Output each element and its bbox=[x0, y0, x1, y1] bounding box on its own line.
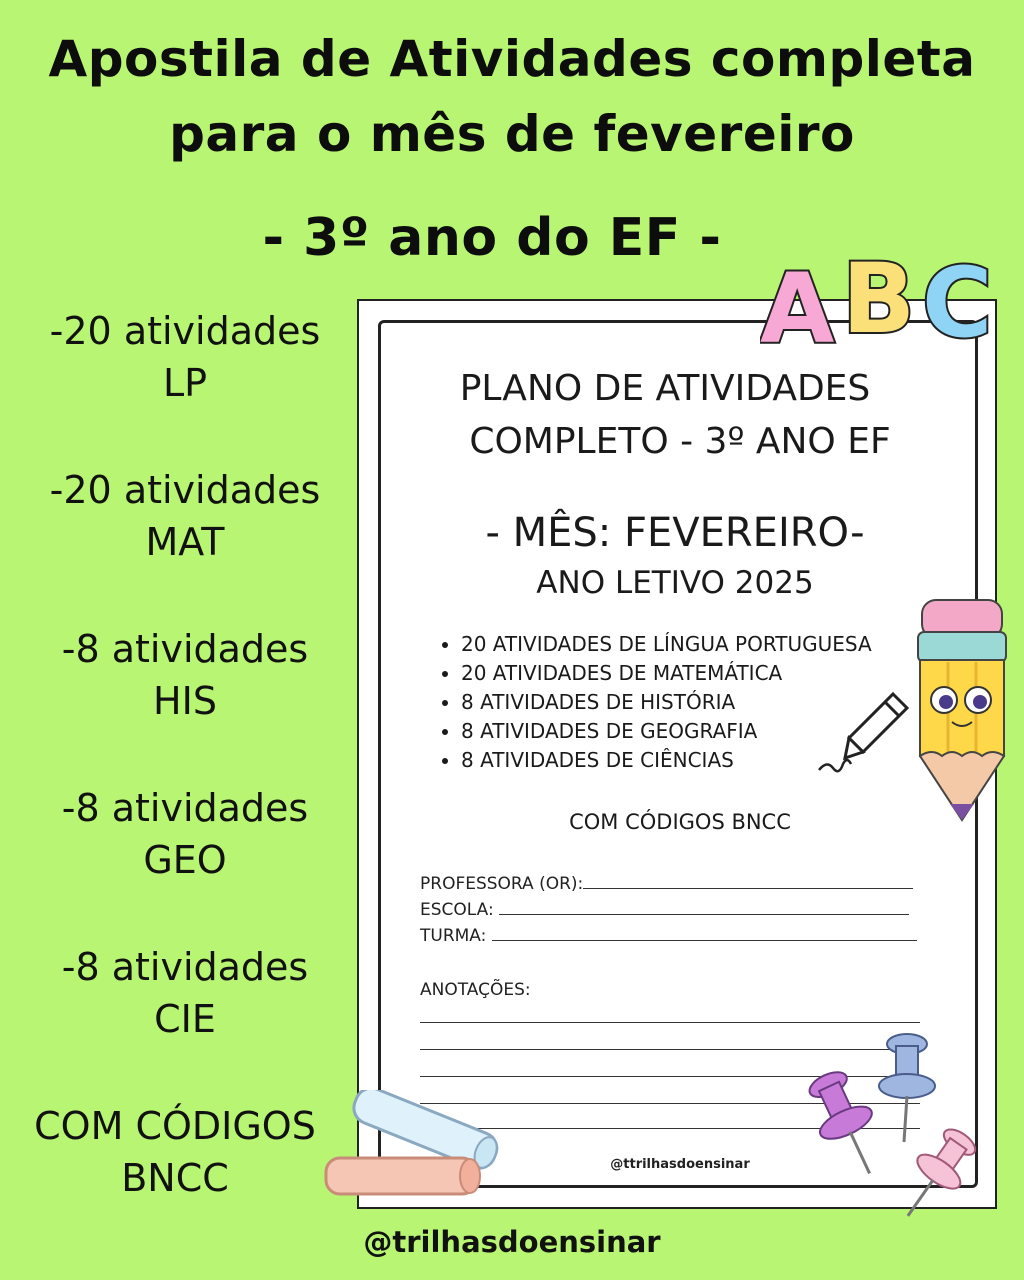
document-codigos: COM CÓDIGOS BNCC bbox=[569, 810, 791, 834]
bullet-item: • 8 ATIVIDADES DE GEOGRAFIA bbox=[461, 717, 872, 746]
pencil-character-icon bbox=[912, 598, 1012, 823]
push-pin-icon bbox=[800, 1030, 990, 1230]
document-month: - MÊS: FEVEREIRO- bbox=[485, 510, 865, 556]
left-item-count: -20 atividades bbox=[49, 468, 321, 512]
footer-handle[interactable]: @trilhasdoensinar bbox=[363, 1225, 661, 1259]
left-item-codes: COM CÓDIGOS bbox=[34, 1104, 316, 1148]
turma-field bbox=[420, 926, 917, 946]
left-item-mat bbox=[20, 464, 350, 568]
headline-line-1: Apostila de Atividades completa bbox=[48, 30, 976, 88]
document-handle: @ttrilhasdoensinar bbox=[610, 1157, 750, 1172]
left-item-geo bbox=[20, 782, 350, 886]
document-title-line-2: COMPLETO - 3º ANO EF bbox=[469, 421, 891, 462]
escola-blank bbox=[499, 900, 909, 915]
escola-label: ESCOLA: bbox=[420, 900, 494, 920]
left-item-count: -8 atividades bbox=[61, 945, 309, 989]
anotacoes-label: ANOTAÇÕES: bbox=[420, 980, 531, 1000]
professora-field bbox=[420, 874, 913, 894]
bullet-item: • 20 ATIVIDADES DE LÍNGUA PORTUGUESA bbox=[461, 630, 872, 659]
bullet-item: • 20 ATIVIDADES DE MATEMÁTICA bbox=[461, 659, 872, 688]
abc-letter-c: C bbox=[922, 250, 993, 359]
abc-letter-b: B bbox=[842, 250, 916, 355]
document-title-line-1: PLANO DE ATIVIDADES bbox=[459, 368, 871, 409]
headline-line-2: para o mês de fevereiro bbox=[169, 105, 855, 163]
pencil-sketch-icon bbox=[815, 690, 915, 780]
note-line bbox=[420, 1022, 920, 1023]
professora-blank bbox=[583, 874, 913, 889]
left-item-subject: GEO bbox=[143, 838, 227, 882]
left-item-bncc bbox=[0, 1100, 350, 1204]
left-item-bncc: BNCC bbox=[121, 1156, 229, 1200]
left-item-lp bbox=[20, 305, 350, 409]
document-year: ANO LETIVO 2025 bbox=[536, 565, 814, 601]
bullet-item: • 8 ATIVIDADES DE CIÊNCIAS bbox=[461, 746, 872, 775]
escola-field bbox=[420, 900, 909, 920]
document-bullet-list bbox=[437, 630, 872, 775]
abc-letter-a: A bbox=[760, 253, 835, 360]
left-item-subject: HIS bbox=[153, 679, 217, 723]
left-item-subject: CIE bbox=[154, 997, 216, 1041]
left-item-count: -20 atividades bbox=[49, 309, 321, 353]
turma-blank bbox=[492, 926, 917, 941]
chalk-icon bbox=[320, 1090, 510, 1205]
left-item-count: -8 atividades bbox=[61, 627, 309, 671]
headline-line-3: - 3º ano do EF - bbox=[262, 208, 722, 268]
professora-label: PROFESSORA (OR): bbox=[420, 874, 584, 894]
left-item-subject: LP bbox=[162, 361, 208, 405]
left-item-his bbox=[20, 623, 350, 727]
turma-label: TURMA: bbox=[420, 926, 487, 946]
bullet-item: • 8 ATIVIDADES DE HISTÓRIA bbox=[461, 688, 872, 717]
left-item-cie bbox=[20, 941, 350, 1045]
abc-letters-icon bbox=[760, 250, 1020, 360]
left-item-subject: MAT bbox=[145, 520, 225, 564]
left-item-count: -8 atividades bbox=[61, 786, 309, 830]
